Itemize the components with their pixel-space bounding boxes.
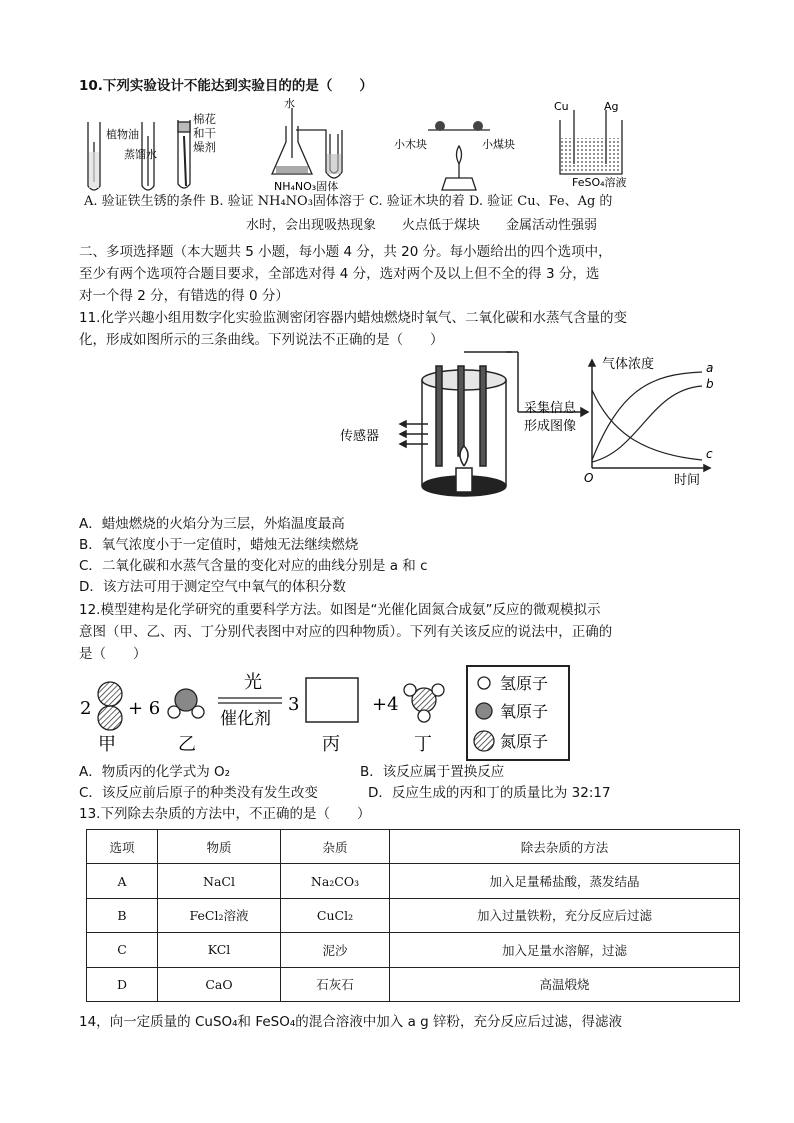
table-cell: 泥沙 — [281, 933, 390, 967]
q11-line2: 化，形成如图所示的三条曲线。下列说法不正确的是（ ） — [79, 332, 444, 348]
fig-a-label-cotton: 棉花和干燥剂 — [193, 112, 216, 154]
q11-figure — [340, 350, 730, 510]
table-cell: 加入过量铁粉，充分反应后过滤 — [390, 898, 740, 932]
table-header: 选项 — [87, 830, 158, 864]
coef-bing: 3 — [288, 694, 300, 715]
hydrogen-atom-icon — [432, 684, 444, 696]
legend-oxygen: 氧原子 — [500, 702, 549, 721]
hydrogen-atom-icon — [404, 684, 416, 696]
fig-b-label-water: 水 — [284, 98, 295, 110]
fig-c-label-coal: 小煤块 — [482, 138, 515, 151]
table-cell: B — [87, 898, 158, 932]
nitrogen-atom-icon — [98, 706, 122, 730]
nitrogen-atom-icon — [98, 682, 122, 706]
coef-jia: 2 — [80, 698, 92, 719]
bing-box — [306, 678, 358, 722]
q12-line2: 意图（甲、乙、丙、丁分别代表图中对应的四种物质）。下列有关该反应的说法中，正确的 — [79, 624, 613, 640]
graph-xlabel: 时间 — [674, 473, 701, 488]
q12-option-b: B．该反应属于置换反应 — [360, 764, 505, 780]
collect-label-1: 采集信息 — [524, 401, 577, 416]
q11-line1: 11.化学兴趣小组用数字化实验监测密闭容器内蜡烛燃烧时氧气、二氧化碳和水蒸气含量的变 — [79, 310, 627, 326]
table-row — [87, 898, 740, 932]
table-cell: 加入足量稀盐酸，蒸发结晶 — [390, 864, 740, 898]
table-cell: CaO — [158, 967, 281, 1001]
table-header: 除去杂质的方法 — [390, 830, 740, 864]
legend-hydrogen: 氢原子 — [500, 674, 549, 693]
q14-line1: 14，向一定质量的 CuSO₄和 FeSO₄的混合溶液中加入 a g 锌粉，充分反应后过滤，得滤液 — [79, 1014, 623, 1030]
graph-ylabel: 气体浓度 — [602, 357, 655, 372]
fig-c-label-wood: 小木块 — [394, 138, 427, 151]
table-cell: CuCl₂ — [281, 898, 390, 932]
table-cell: D — [87, 967, 158, 1001]
curve-c-label: c — [706, 447, 713, 461]
table-cell: 高温煅烧 — [390, 967, 740, 1001]
section2-line1: 二、多项选择题（本大题共 5 小题，每小题 4 分，共 20 分。每小题给出的四个选项中， — [79, 244, 612, 260]
q10-options-line2: 水时，会出现吸热现象 火点低于煤块 金属活动性强弱 — [246, 218, 598, 233]
q12-line1: 12.模型建构是化学研究的重要科学方法。如图是“光催化固氮合成氨”反应的微观模拟示 — [79, 602, 601, 618]
graph-origin: O — [584, 471, 594, 485]
table-header: 杂质 — [281, 830, 390, 864]
q12-line3: 是（ ） — [79, 646, 147, 662]
condition-catalyst: 催化剂 — [220, 709, 271, 729]
curve-a-label: a — [706, 361, 714, 375]
q10-options-line1: A. 验证铁生锈的条件 B. 验证 NH₄NO₃固体溶于 C. 验证木块的着 D. 验证 Cu、Fe、Ag 的 — [84, 194, 613, 209]
table-row — [87, 933, 740, 967]
table-cell: KCl — [158, 933, 281, 967]
q13-stem: 13.下列除去杂质的方法中，不正确的是（ ） — [79, 806, 371, 822]
table-row — [87, 967, 740, 1001]
name-bing: 丙 — [322, 734, 340, 755]
atom-legend — [466, 665, 570, 761]
q11-option-b: B．氧气浓度小于一定值时，蜡烛无法继续燃烧 — [79, 537, 359, 553]
nitrogen-atom-icon — [474, 731, 494, 751]
hydrogen-atom-icon — [418, 710, 430, 722]
legend-nitrogen: 氮原子 — [500, 732, 549, 751]
curve-b-label: b — [706, 377, 714, 391]
table-row — [87, 864, 740, 898]
fig-d-label-cu: Cu — [554, 100, 569, 113]
q10-figure-d — [552, 100, 662, 196]
table-cell: A — [87, 864, 158, 898]
oxygen-atom-icon — [476, 703, 492, 719]
coef-ding: +4 — [372, 694, 399, 715]
fig-a-label-oil: 植物油 — [106, 128, 139, 141]
table-cell: NaCl — [158, 864, 281, 898]
q11-option-c: C．二氧化碳和水蒸气含量的变化对应的曲线分别是 a 和 c — [79, 558, 428, 574]
fig-a-label-water: 蒸馏水 — [124, 148, 157, 161]
condition-light: 光 — [244, 672, 262, 693]
name-yi: 乙 — [178, 734, 196, 755]
q12-reaction-figure — [76, 664, 466, 760]
name-jia: 甲 — [98, 734, 116, 755]
table-cell: C — [87, 933, 158, 967]
table-cell: FeCl₂溶液 — [158, 898, 281, 932]
q10-figure-c — [394, 108, 524, 198]
section2-line3: 对一个得 2 分，有错选的得 0 分） — [79, 288, 289, 304]
fig-b-label-solid: NH₄NO₃固体 — [274, 180, 339, 193]
q13-table — [86, 829, 740, 1002]
table-cell: Na₂CO₃ — [281, 864, 390, 898]
table-header: 物质 — [158, 830, 281, 864]
hydrogen-atom-icon — [168, 706, 180, 718]
q11-option-a: A．蜡烛燃烧的火焰分为三层，外焰温度最高 — [79, 516, 345, 532]
table-header-row — [87, 830, 740, 864]
q12-option-c: C．该反应前后原子的种类没有发生改变 — [79, 785, 318, 801]
name-ding: 丁 — [414, 734, 432, 755]
q10-figure-b — [268, 98, 368, 198]
q10-stem: 10.下列实验设计不能达到实验目的的是（ ） — [79, 78, 373, 94]
q12-option-a: A．物质丙的化学式为 O₂ — [79, 764, 231, 780]
q12-option-d: D．反应生成的丙和丁的质量比为 32:17 — [368, 785, 611, 801]
hydrogen-atom-icon — [192, 706, 204, 718]
hydrogen-atom-icon — [478, 677, 490, 689]
q11-option-d: D．该方法可用于测定空气中氧气的体积分数 — [79, 579, 346, 595]
section2-line2: 至少有两个选项符合题目要求，全部选对得 4 分，选对两个及以上但不全的得 3 分，选 — [79, 266, 600, 282]
coef-yi: + 6 — [128, 698, 161, 719]
table-cell: 石灰石 — [281, 967, 390, 1001]
sensor-label: 传感器 — [340, 429, 380, 444]
q10-figure-a — [80, 112, 210, 200]
collect-label-2: 形成图像 — [524, 419, 577, 434]
fig-d-label-solution: FeSO₄溶液 — [572, 176, 627, 189]
fig-d-label-ag: Ag — [604, 100, 619, 113]
table-cell: 加入足量水溶解，过滤 — [390, 933, 740, 967]
